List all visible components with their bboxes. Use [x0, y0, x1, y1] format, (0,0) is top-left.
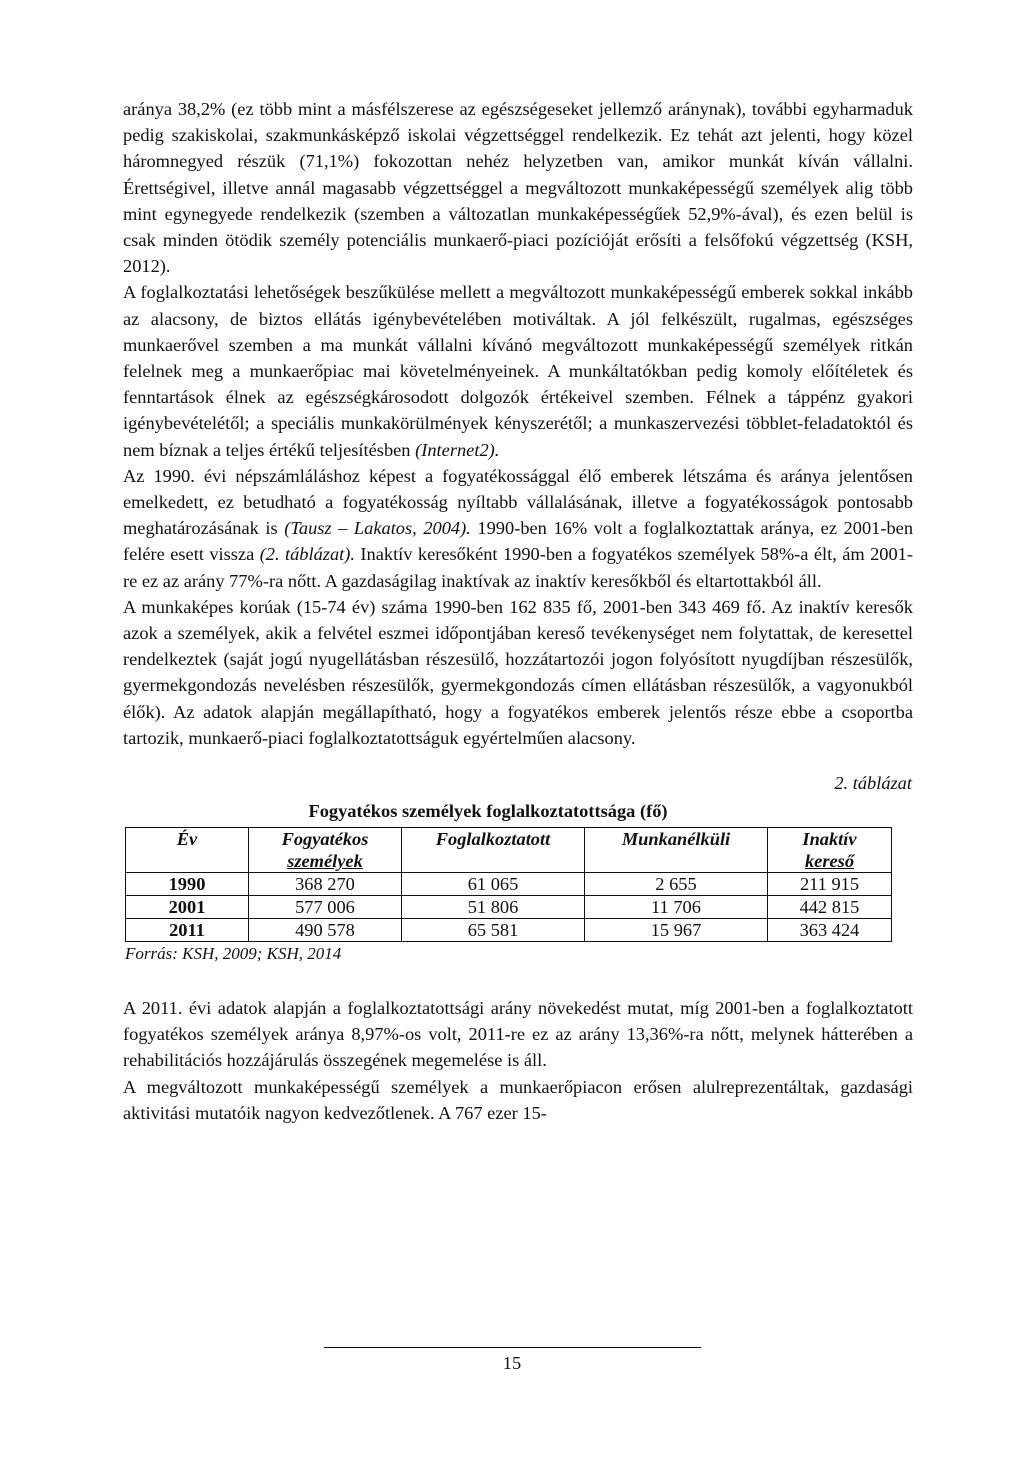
cell-disabled: 490 578	[249, 919, 402, 942]
body-paragraph	[123, 279, 913, 462]
header-unemployed: Munkanélküli	[585, 828, 768, 873]
body-text-bottom	[123, 995, 913, 1126]
cell-unemployed: 15 967	[585, 919, 768, 942]
cell-inactive: 363 424	[768, 919, 892, 942]
document-page	[123, 96, 913, 1126]
row-year: 1990	[126, 873, 249, 896]
table-header-row	[126, 828, 892, 873]
paragraph-text: (2. táblázat).	[259, 544, 355, 565]
footer-divider	[324, 1347, 701, 1348]
cell-employed: 65 581	[402, 919, 585, 942]
cell-inactive: 211 915	[768, 873, 892, 896]
body-paragraph	[123, 594, 913, 751]
table-row	[126, 896, 892, 919]
paragraph-text: A megváltozott munkaképességű személyek a munkaerőpiacon erősen alulreprezentáltak, gazdasági aktivitási mutatóik nagyon kedvezőtlenek. A 767 ezer 15-	[123, 1076, 913, 1123]
paragraph-text: (Tausz – Lakatos, 2004).	[284, 518, 471, 539]
body-paragraph	[123, 463, 913, 594]
cell-employed: 61 065	[402, 873, 585, 896]
employment-table	[125, 827, 892, 942]
table-title: Fogyatékos személyek foglalkoztatottsága (fő)	[308, 801, 668, 822]
table-caption	[123, 757, 913, 822]
paragraph-text: A foglalkoztatási lehetőségek beszűkülése mellett a megváltozott munkaképességű emberek sokkal inkább az alacsony, de biztos ellátás igénybevételében motiváltak. A jól felkészült, rugalmas, egészséges munkaerővel szemben a ma munkát vállalni kívánó megváltozott munkaképességű személyek ritkán felelnek meg a munkaerőpiac mai követelményeinek. A munkáltatókban pedig komoly előítéletek és fenntartások élnek az egészségkárosodott dolgozók értékeivel szemben. Félnek a táppénz gyakori igénybevételétől; a speciális munkakörülmények kényszerétől; a munkaszervezési többlet-feladatoktól és nem bíznak a teljes értékű teljesítésben	[123, 282, 913, 460]
table-row	[126, 873, 892, 896]
body-paragraph	[123, 995, 913, 1074]
paragraph-text: Inaktív keresőként 1990-ben a fogyatékos személyek 58%-a élt, ám 2001-re ez az arány 77%-ra nőtt. A gazdaságilag inaktívak az inaktív keresőkből és eltartottakból áll.	[123, 544, 913, 591]
cell-disabled: 577 006	[249, 896, 402, 919]
body-text-top	[123, 96, 913, 751]
paragraph-text: A 2011. évi adatok alapján a foglalkoztatottsági arány növekedést mutat, míg 2001-ben a foglalkoztatott fogyatékos személyek aránya 8,97%-os volt, 2011-re ez az arány 13,36%-ra nőtt, melynek hátterében a rehabilitációs hozzájárulás összegének megemelése is áll.	[123, 998, 913, 1071]
body-paragraph	[123, 1074, 913, 1126]
header-disabled-persons: Fogyatékos személyek	[249, 828, 402, 873]
cell-unemployed: 11 706	[585, 896, 768, 919]
paragraph-text: aránya 38,2% (ez több mint a másfélszerese az egészségeseket jellemző aránynak), további egyharmaduk pedig szakiskolai, szakmunkásképző iskolai végzettséggel rendelkezik. Ez tehát azt jelenti, hogy közel háromnegyed részük (71,1%) fokozottan nehéz helyzetben van, amikor munkát kíván vállalni. Érettségivel, illetve annál magasabb végzettséggel a megváltozott munkaképességű személyek alig több mint egynegyede rendelkezik (szemben a változatlan munkaképességűek 52,9%-ával), és ezen belül is csak minden ötödik személy potenciális munkaerő-piaci pozícióját erősíti a felsőfokú végzettség (KSH, 2012).	[123, 99, 913, 277]
header-employed: Foglalkoztatott	[402, 828, 585, 873]
header-year: Év	[126, 828, 249, 873]
body-paragraph	[123, 96, 913, 279]
cell-inactive: 442 815	[768, 896, 892, 919]
cell-disabled: 368 270	[249, 873, 402, 896]
paragraph-text: 1990-ben 16% volt a foglalkoztattak aránya, ez 2001-ben felére esett vissza	[123, 518, 914, 565]
cell-employed: 51 806	[402, 896, 585, 919]
paragraph-text: (Internet2).	[415, 439, 500, 460]
table-row	[126, 919, 892, 942]
row-year: 2011	[126, 919, 249, 942]
table-number: 2. táblázat	[834, 773, 912, 794]
table-source: Forrás: KSH, 2009; KSH, 2014	[125, 944, 342, 964]
page-number: 15	[502, 1353, 522, 1373]
cell-unemployed: 2 655	[585, 873, 768, 896]
paragraph-text: Az 1990. évi népszámláláshoz képest a fogyatékossággal élő emberek létszáma és aránya jelentősen emelkedett, ez betudható a fogyatékosság nyíltabb vállalásának, illetve a fogyatékosságok pontosabb meghatározásának is	[123, 465, 913, 539]
paragraph-text: A munkaképes korúak (15-74 év) száma 1990-ben 162 835 fő, 2001-ben 343 469 fő. Az inaktív keresők azok a személyek, akik a felvétel eszmei időpontjában kereső tevékenységet nem folytattak, de keresettel rendelkeztek (saját jogú nyugellátásban részesülő, hozzátartozói jogon folyósított nyugdíjban részesülők, gyermekgondozás nevelésben részesülők, gyermekgondozás címen ellátásban részesülők, a vagyonukból élők). Az adatok alapján megállapítható, hogy a fogyatékos emberek jelentős része ebbe a csoportba tartozik, munkaerő-piaci foglalkoztatottságuk egyértelműen alacsony.	[123, 596, 913, 748]
row-year: 2001	[126, 896, 249, 919]
header-inactive-earner: Inaktív kereső	[768, 828, 892, 873]
